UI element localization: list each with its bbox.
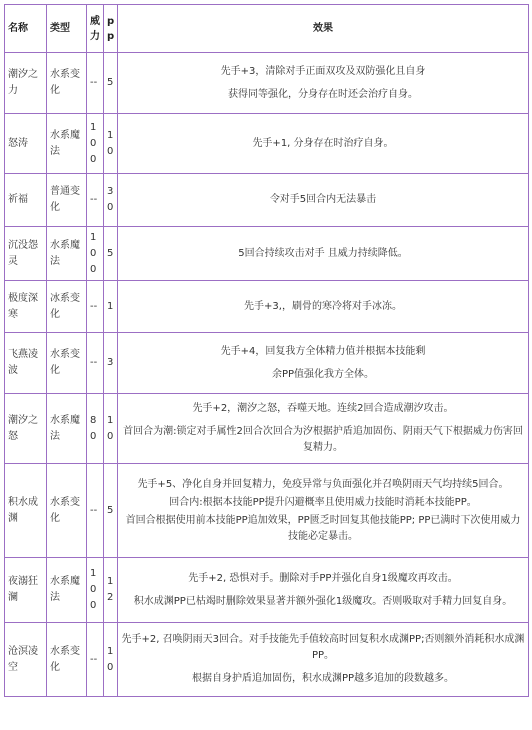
skill-effect [118, 53, 529, 114]
header-power: 威力 [87, 5, 104, 53]
skill-type: 水系魔法 [47, 227, 87, 281]
skill-name: 怒涛 [5, 114, 47, 174]
skill-effect [118, 333, 529, 394]
skill-name: 积水成渊 [5, 464, 47, 558]
skill-pp: 10 [104, 623, 118, 697]
effect-line: 积水成渊PP已枯竭时删除效果显著并额外强化1级魔攻。否则吸取对手精力回复自身。 [133, 595, 513, 607]
table-row [5, 333, 529, 394]
table-row [5, 281, 529, 333]
skill-effect [118, 623, 529, 697]
effect-line: 5回合持续攻击对手 且威力持续降低。 [238, 247, 408, 259]
table-row [5, 227, 529, 281]
effect-line: 回合内:根据本技能PP提升闪避概率且使用威力技能时消耗本技能PP。 [169, 496, 477, 508]
effect-line: 先手+1, 分身存在时治疗自身。 [252, 137, 394, 149]
skill-power: -- [87, 464, 104, 558]
skill-type: 水系魔法 [47, 394, 87, 464]
effect-line: 先手+2, 召唤阴雨天3回合。对手技能先手值较高时回复积水成渊PP;否则额外消耗积水成渊PP。 [121, 634, 525, 661]
effect-line: 先手+5、净化自身并回复精力，免疫异常与负面强化并召唤阴雨天气均持续5回合。 [137, 478, 509, 490]
effect-line: 余PP值强化我方全体。 [271, 368, 375, 380]
skill-effect [118, 114, 529, 174]
table-row [5, 114, 529, 174]
table-row [5, 464, 529, 558]
skill-name: 飞燕凌波 [5, 333, 47, 394]
effect-line: 先手+3，清除对手正面双攻及双防强化且自身 [220, 65, 426, 77]
skill-type: 水系魔法 [47, 558, 87, 623]
effect-line: 首回合为潮:锁定对手属性2回合次回合为汐根据护盾追加固伤、阴雨天气下根据威力伤害回复精力。 [123, 426, 523, 453]
skill-name: 沧溟凌空 [5, 623, 47, 697]
header-name: 名称 [5, 5, 47, 53]
skill-power: 80 [87, 394, 104, 464]
effect-line: 获得同等强化，分身存在时还会治疗自身。 [228, 88, 418, 100]
table-row [5, 558, 529, 623]
skill-type: 水系变化 [47, 464, 87, 558]
skill-name: 潮汐之怒 [5, 394, 47, 464]
effect-line: 根据自身护盾追加固伤，积水成渊PP越多追加的段数越多。 [191, 673, 455, 684]
skill-name: 极度深寒 [5, 281, 47, 333]
skill-pp: 5 [104, 464, 118, 558]
header-effect: 效果 [118, 5, 529, 53]
skill-type: 普通变化 [47, 174, 87, 227]
skill-effect [118, 394, 529, 464]
skill-name: 沉没怨灵 [5, 227, 47, 281]
skill-name: 潮汐之力 [5, 53, 47, 114]
skill-pp: 12 [104, 558, 118, 623]
skill-power: -- [87, 281, 104, 333]
skill-effect [118, 558, 529, 623]
skill-table [4, 4, 529, 697]
skill-power: 100 [87, 558, 104, 623]
skill-pp: 5 [104, 53, 118, 114]
effect-line: 先手+2, 恐惧对手。删除对手PP并强化自身1级魔攻再攻击。 [188, 572, 458, 584]
effect-line: 先手+3,，刷骨的寒冷将对手冰冻。 [244, 300, 402, 312]
skill-pp: 3 [104, 333, 118, 394]
table-body [5, 53, 529, 697]
skill-power: -- [87, 53, 104, 114]
skill-pp: 10 [104, 394, 118, 464]
skill-power: -- [87, 333, 104, 394]
skill-power: 100 [87, 227, 104, 281]
effect-line: 首回合根据使用前本技能PP追加效果，PP匮乏时回复其他技能PP; PP已满时下次使用威力技能必定暴击。 [125, 514, 521, 542]
effect-line: 先手+4，回复我方全体精力值并根据本技能剩 [220, 345, 426, 357]
skill-pp: 10 [104, 114, 118, 174]
skill-type: 水系魔法 [47, 114, 87, 174]
effect-line: 先手+2，潮汐之怒，吞噬天地。连续2回合造成潮汐攻击。 [192, 403, 454, 414]
skill-type: 水系变化 [47, 333, 87, 394]
table-header-row [5, 5, 529, 53]
skill-name: 夜溺狂澜 [5, 558, 47, 623]
skill-effect [118, 174, 529, 227]
table-row [5, 174, 529, 227]
skill-pp: 30 [104, 174, 118, 227]
skill-effect [118, 227, 529, 281]
skill-pp: 1 [104, 281, 118, 333]
header-pp: pp [104, 5, 118, 53]
table-row [5, 53, 529, 114]
skill-effect [118, 281, 529, 333]
header-type: 类型 [47, 5, 87, 53]
skill-name: 祈福 [5, 174, 47, 227]
skill-power: 100 [87, 114, 104, 174]
skill-pp: 5 [104, 227, 118, 281]
skill-type: 冰系变化 [47, 281, 87, 333]
table-row [5, 623, 529, 697]
effect-line: 令对手5回合内无法暴击 [269, 194, 377, 205]
skill-power: -- [87, 174, 104, 227]
skill-effect [118, 464, 529, 558]
skill-power: -- [87, 623, 104, 697]
skill-type: 水系变化 [47, 623, 87, 697]
skill-type: 水系变化 [47, 53, 87, 114]
table-row [5, 394, 529, 464]
